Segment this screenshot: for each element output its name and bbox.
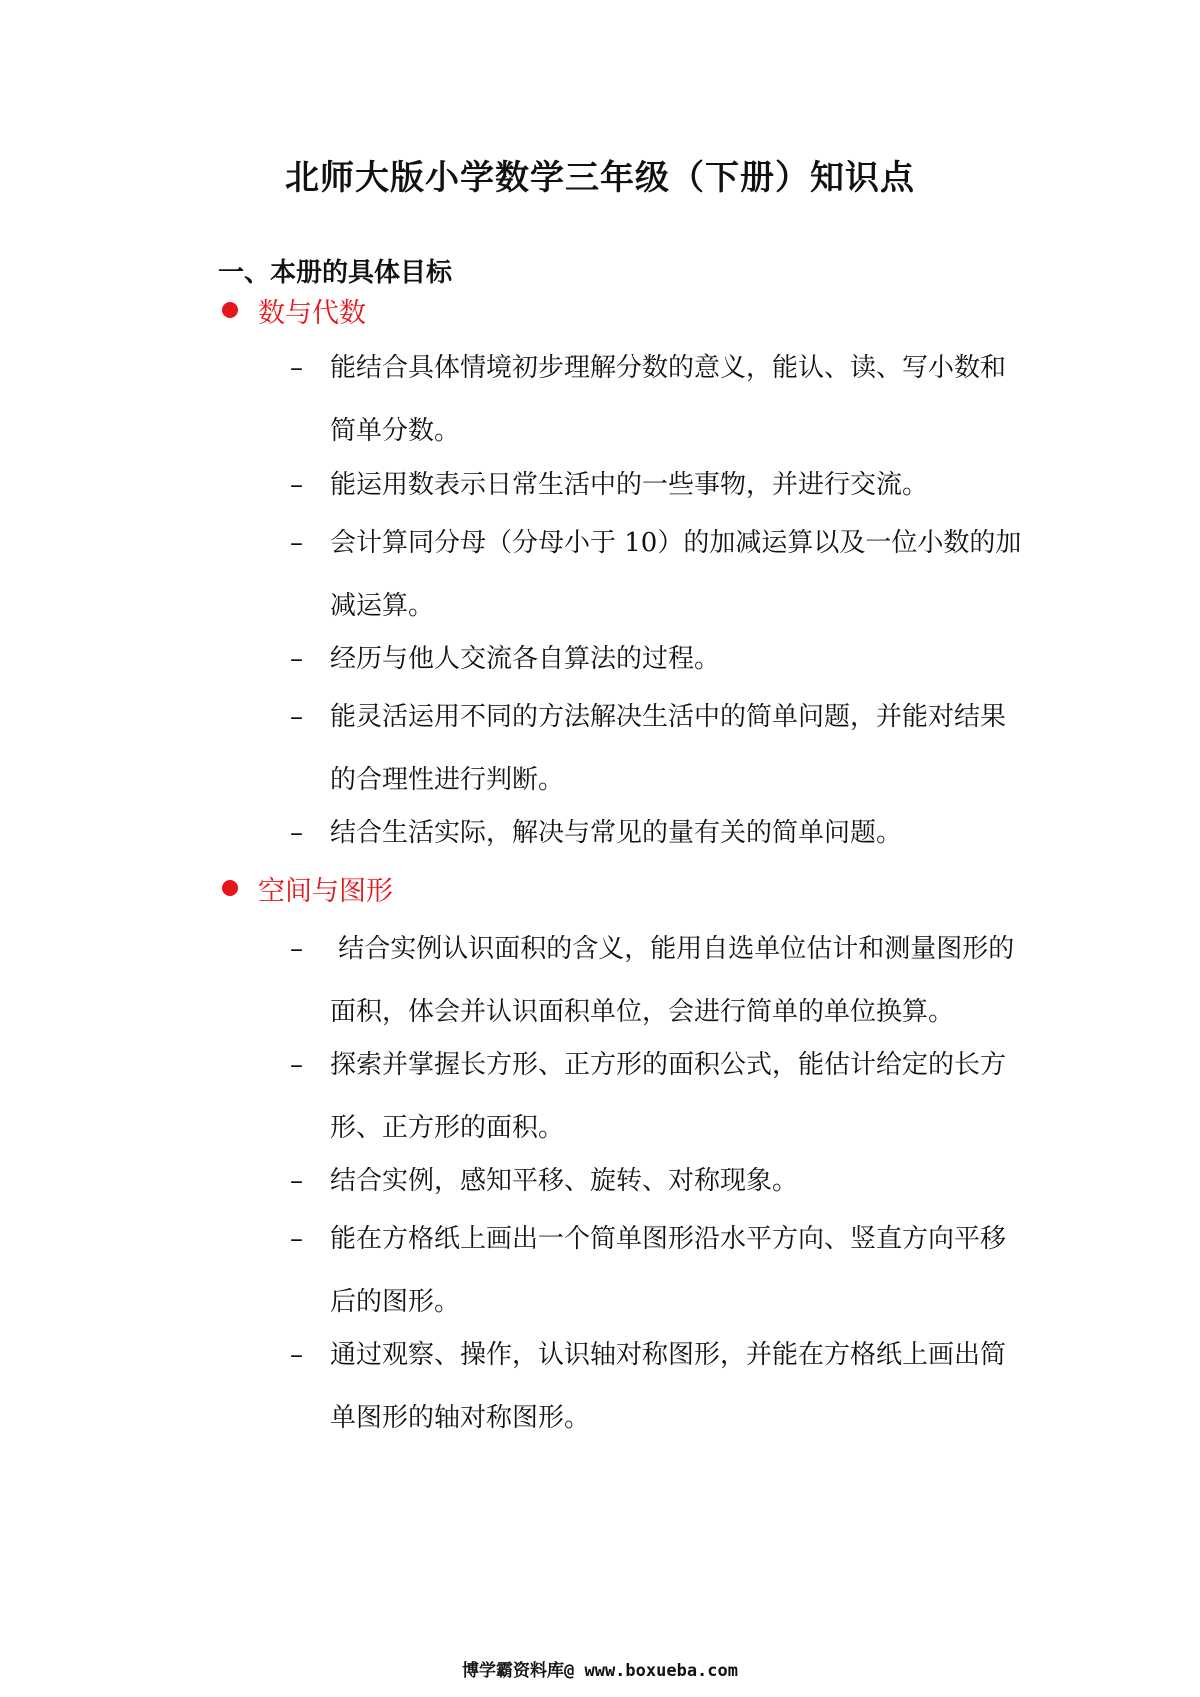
category-label: 空间与图形 xyxy=(258,875,393,907)
category-space-geometry xyxy=(222,868,393,908)
list-item xyxy=(290,686,1030,812)
list-item-text: 能在方格纸上画出一个简单图形沿水平方向、竖直方向平移后的图形。 xyxy=(330,1224,1007,1317)
list-item xyxy=(290,628,1030,691)
dash-icon: – xyxy=(290,1224,303,1254)
list-item xyxy=(290,1034,1030,1160)
list-item-text: 结合实例认识面积的含义，能用自选单位估计和测量图形的面积，体会并认识面积单位，会进行简单的单位换算。 xyxy=(330,934,1015,1027)
dash-icon: – xyxy=(290,528,303,558)
dash-icon: – xyxy=(290,1166,303,1196)
list-item-text: 能结合具体情境初步理解分数的意义，能认、读、写小数和简单分数。 xyxy=(330,353,1007,446)
dash-icon: – xyxy=(290,353,303,383)
list-item xyxy=(290,1150,1030,1213)
bullet-dot-icon xyxy=(222,880,238,896)
list-item-text: 经历与他人交流各自算法的过程。 xyxy=(330,644,721,674)
dash-icon: – xyxy=(290,1050,303,1080)
dash-icon: – xyxy=(290,470,303,500)
section-heading: 一、本册的具体目标 xyxy=(218,258,453,288)
list-item xyxy=(290,802,1030,865)
list-item-text: 结合生活实际，解决与常见的量有关的简单问题。 xyxy=(330,818,903,848)
list-item xyxy=(290,512,1030,638)
footer-watermark: 博学霸资料库@ www.boxueba.com xyxy=(462,1661,738,1681)
list-item xyxy=(290,337,1030,463)
dash-icon: – xyxy=(290,934,303,964)
bullet-dot-icon xyxy=(222,302,238,318)
list-item-text: 会计算同分母（分母小于 10）的加减运算以及一位小数的加减运算。 xyxy=(330,528,1022,621)
list-item-text: 结合实例，感知平移、旋转、对称现象。 xyxy=(330,1166,799,1196)
page-title: 北师大版小学数学三年级（下册）知识点 xyxy=(285,158,915,198)
category-numbers-algebra xyxy=(222,290,366,330)
list-item xyxy=(290,1208,1030,1334)
category-label: 数与代数 xyxy=(258,297,366,329)
list-item-text: 能灵活运用不同的方法解决生活中的简单问题，并能对结果的合理性进行判断。 xyxy=(330,702,1007,795)
list-item xyxy=(290,1324,1030,1450)
list-item-text: 探索并掌握长方形、正方形的面积公式，能估计给定的长方形、正方形的面积。 xyxy=(330,1050,1007,1143)
list-item-text: 能运用数表示日常生活中的一些事物，并进行交流。 xyxy=(330,470,929,500)
dash-icon: – xyxy=(290,644,303,674)
list-item xyxy=(290,454,1030,517)
dash-icon: – xyxy=(290,1340,303,1370)
dash-icon: – xyxy=(290,818,303,848)
dash-icon: – xyxy=(290,702,303,732)
list-item xyxy=(290,918,1030,1044)
list-item-text: 通过观察、操作，认识轴对称图形，并能在方格纸上画出简单图形的轴对称图形。 xyxy=(330,1340,1007,1433)
